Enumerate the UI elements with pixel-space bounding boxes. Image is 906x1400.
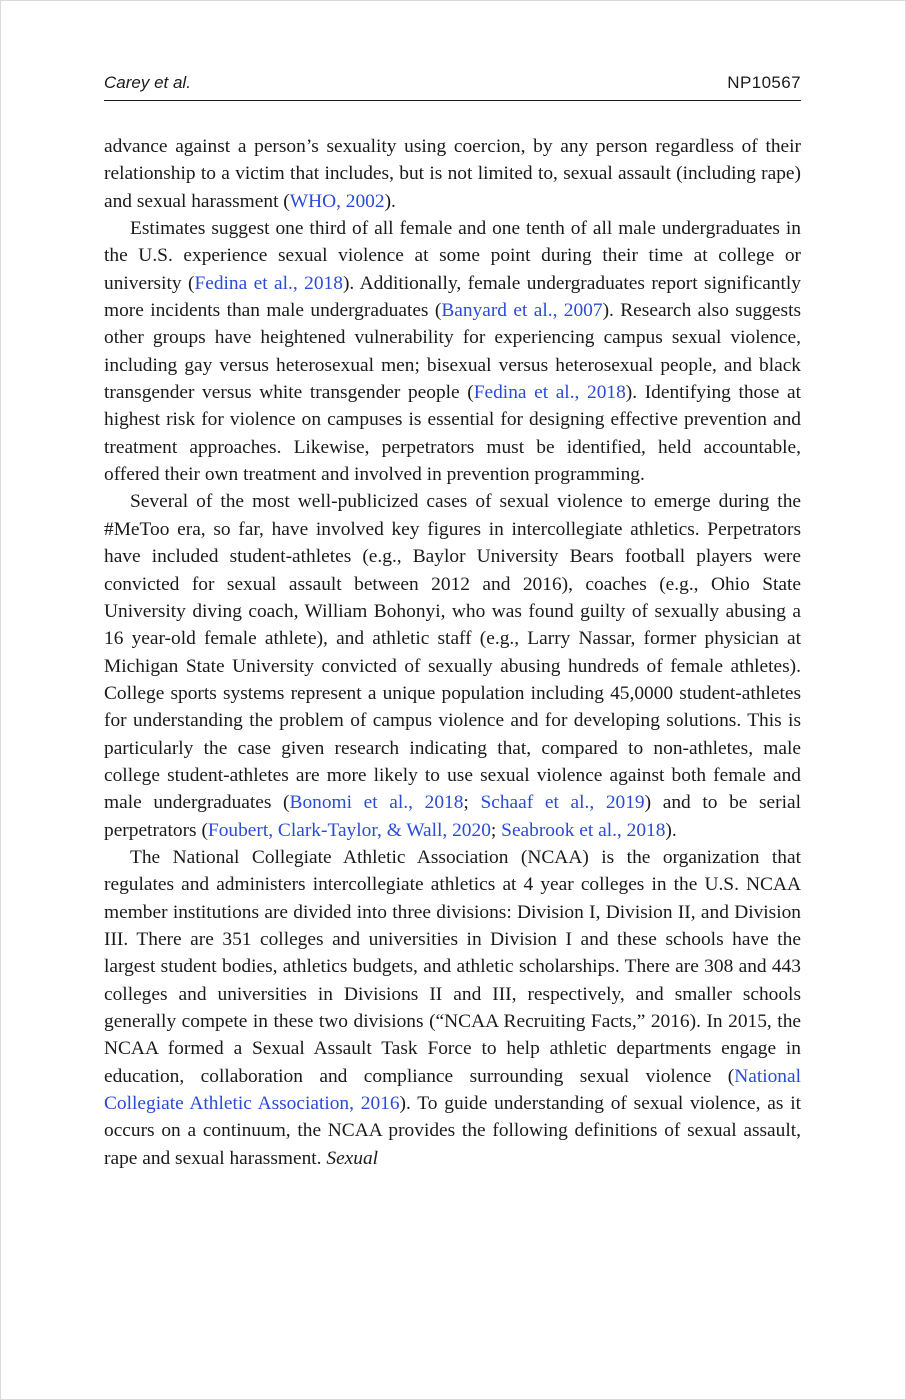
paragraph-text: ). To guide understanding of sexual violence, as it occurs on a continuum, the NCAA provides the following definitions of sexual assault, rape and sexual harassment. <box>104 1093 801 1169</box>
citation-link[interactable]: Foubert, Clark-Taylor, & Wall, 2020 <box>207 819 491 841</box>
paragraph-2 <box>104 215 801 488</box>
paragraph-text: ) and to be serial perpetrators ( <box>104 792 802 841</box>
paragraph-4 <box>104 844 801 1172</box>
citation-link[interactable]: Bonomi et al., 2018 <box>289 792 464 814</box>
running-head-article-id: NP10567 <box>727 73 801 92</box>
paragraph-text: ; <box>463 792 481 814</box>
citation-link[interactable]: Fedina et al., 2018 <box>473 382 626 404</box>
paragraph-3 <box>104 488 801 843</box>
citation-link[interactable]: National Collegiate Athletic Association, 2016 <box>104 1065 801 1115</box>
paragraph-text: The National Collegiate Athletic Association (NCAA) is the organization that regulates and administers intercollegiate athletics at 4 year colleges in the U.S. NCAA member institutions are divided into three divisions: Division I, Division II, and Division III. There are 351 colleges and universities in Division I and these schools have the largest student bodies, athletics budgets, and athletic scholarships. There are 308 and 443 colleges and universities in Divisions II and III, respectively, and smaller schools generally compete in these two divisions (“NCAA Recruiting Facts,” 2016). In 2015, the NCAA formed a Sexual Assault Task Force to help athletic departments engage in education, collaboration and compliance surrounding sexual violence ( <box>104 846 801 1087</box>
paragraph-text: Estimates suggest one third of all female and one tenth of all male undergraduates in the U.S. experience sexual violence at some point during their time at college or university ( <box>104 218 801 294</box>
paragraph-text: Several of the most well-publicized cases of sexual violence to emerge during the #MeToo era, so far, have involved key figures in intercollegiate athletics. Perpetrators have included student-athletes (e.g., Baylor University Bears football players were convicted for sexual assault between 2012 and 2016), coaches (e.g., Ohio State University diving coach, William Bohonyi, who was found guilty of sexually abusing a 16 year-old female athlete), and athletic staff (e.g., Larry Nassar, former physician at Michigan State University convicted of sexually abusing hundreds of female athletes). College sports systems represent a unique population including 45,0000 student-athletes for understanding the problem of campus violence and for developing solutions. This is particularly the case given research indicating that, compared to non-athletes, male college student-athletes are more likely to use sexual violence against both female and male undergraduates ( <box>104 491 801 814</box>
paragraph-text: advance against a person’s sexuality using coercion, by any person regardless of their relationship to a victim that includes, but is not limited to, sexual assault (including rape) and sexual harassment ( <box>104 136 801 212</box>
running-head-authors: Carey et al. <box>104 73 191 92</box>
citation-link[interactable]: Fedina et al., 2018 <box>194 272 343 294</box>
citation-link[interactable]: Banyard et al., 2007 <box>441 300 603 322</box>
citation-link[interactable]: WHO, 2002 <box>289 190 385 212</box>
paragraph-text: ). <box>384 190 396 212</box>
citation-link[interactable]: Seabrook et al., 2018 <box>501 819 666 841</box>
italic-text: Sexual <box>326 1147 379 1169</box>
paragraph-text: ; <box>490 819 502 841</box>
paragraph-text: ). <box>665 819 677 841</box>
paragraph-text: ). Additionally, female undergraduates report significantly more incidents than male undergraduates ( <box>104 272 801 322</box>
paragraph-text: ). Research also suggests other groups have heightened vulnerability for experiencing campus sexual violence, including gay versus heterosexual men; bisexual versus heterosexual people, and black transgender versus white transgender people ( <box>104 300 801 404</box>
paragraph-text: ). Identifying those at highest risk for violence on campuses is essential for designing effective prevention and treatment approaches. Likewise, perpetrators must be identified, held accountable, offered their own treatment and involved in prevention programming. <box>104 382 801 486</box>
running-header <box>104 70 801 101</box>
citation-link[interactable]: Schaaf et al., 2019 <box>480 792 645 814</box>
article-body <box>104 133 801 1172</box>
paragraph-1 <box>104 133 801 215</box>
